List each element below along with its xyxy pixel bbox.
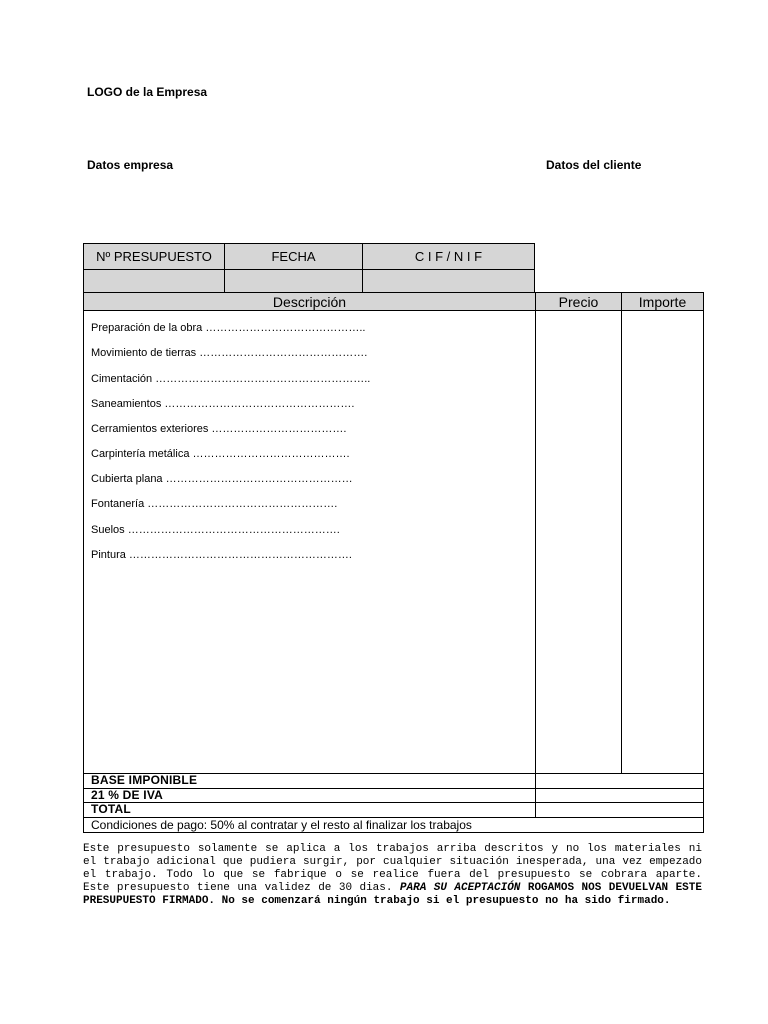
tax-id-label: C I F / N I F — [414, 249, 483, 264]
payment-terms: Condiciones de pago: 50% al contratar y el resto al finalizar los trabajos — [91, 818, 472, 832]
vat-label: 21 % DE IVA — [91, 788, 164, 802]
amount-column-divider — [621, 310, 622, 774]
description-header-label: Descripción — [272, 293, 347, 310]
summary-divider — [83, 788, 704, 789]
date-value-cell[interactable] — [224, 269, 363, 293]
line-item: Suelos …………………………………………………. — [91, 524, 340, 536]
line-item: Pintura ……………………………………………………. — [91, 549, 352, 561]
line-item: Saneamientos ……………………………………………. — [91, 398, 355, 410]
budget-number-value-cell[interactable] — [83, 269, 225, 293]
budget-number-header — [83, 243, 225, 270]
amount-column-header — [621, 292, 704, 311]
client-data-label: Datos del cliente — [546, 158, 642, 172]
line-item: Preparación de la obra …………………………………….. — [91, 322, 366, 334]
line-item: Cubierta plana …………………………………………… — [91, 473, 353, 485]
description-column-header — [83, 292, 536, 311]
line-item: Movimiento de tierras ………………………………………. — [91, 347, 368, 359]
date-label: FECHA — [271, 249, 316, 264]
acceptance-heading: PARA SU ACEPTACIÓN — [399, 882, 521, 894]
line-item: Cerramientos exteriores ………………………………. — [91, 423, 347, 435]
budget-number-label: Nº PRESUPUESTO — [96, 249, 212, 264]
price-column-divider — [535, 310, 536, 818]
base-amount-label: BASE IMPONIBLE — [91, 773, 198, 787]
amount-header-label: Importe — [638, 293, 687, 310]
line-item: Carpintería metálica ……………………………………. — [91, 448, 350, 460]
line-item: Cimentación ………………………………………………….. — [91, 373, 371, 385]
line-item: Fontanería ……………………………………………. — [91, 498, 338, 510]
terms-note-text: Este presupuesto solamente se aplica a los trabajos arriba descritos y no los materiales ni el trabajo adicional que pudiera surgir, por cualquier situación inesperada, una vez empezado el trabajo. Todo lo que se fabrique o se realice fuera del presupuesto se cobrara aparte. Este presupuesto tiene una validez de 30 dias. — [83, 843, 702, 894]
company-logo-placeholder: LOGO de la Empresa — [87, 85, 208, 99]
summary-divider — [83, 802, 704, 803]
total-label: TOTAL — [91, 802, 131, 816]
price-header-label: Precio — [558, 293, 599, 310]
signature-request: ROGAMOS NOS DEVUELVAN ESTE PRESUPUESTO FIRMADO. No se comenzará ningún trabajo si el presupuesto no ha sido firmado. — [83, 882, 702, 907]
date-header — [224, 243, 363, 270]
tax-id-header — [362, 243, 535, 270]
price-column-header — [535, 292, 622, 311]
company-data-label: Datos empresa — [87, 158, 174, 172]
terms-note — [83, 843, 702, 908]
tax-id-value-cell[interactable] — [362, 269, 535, 293]
